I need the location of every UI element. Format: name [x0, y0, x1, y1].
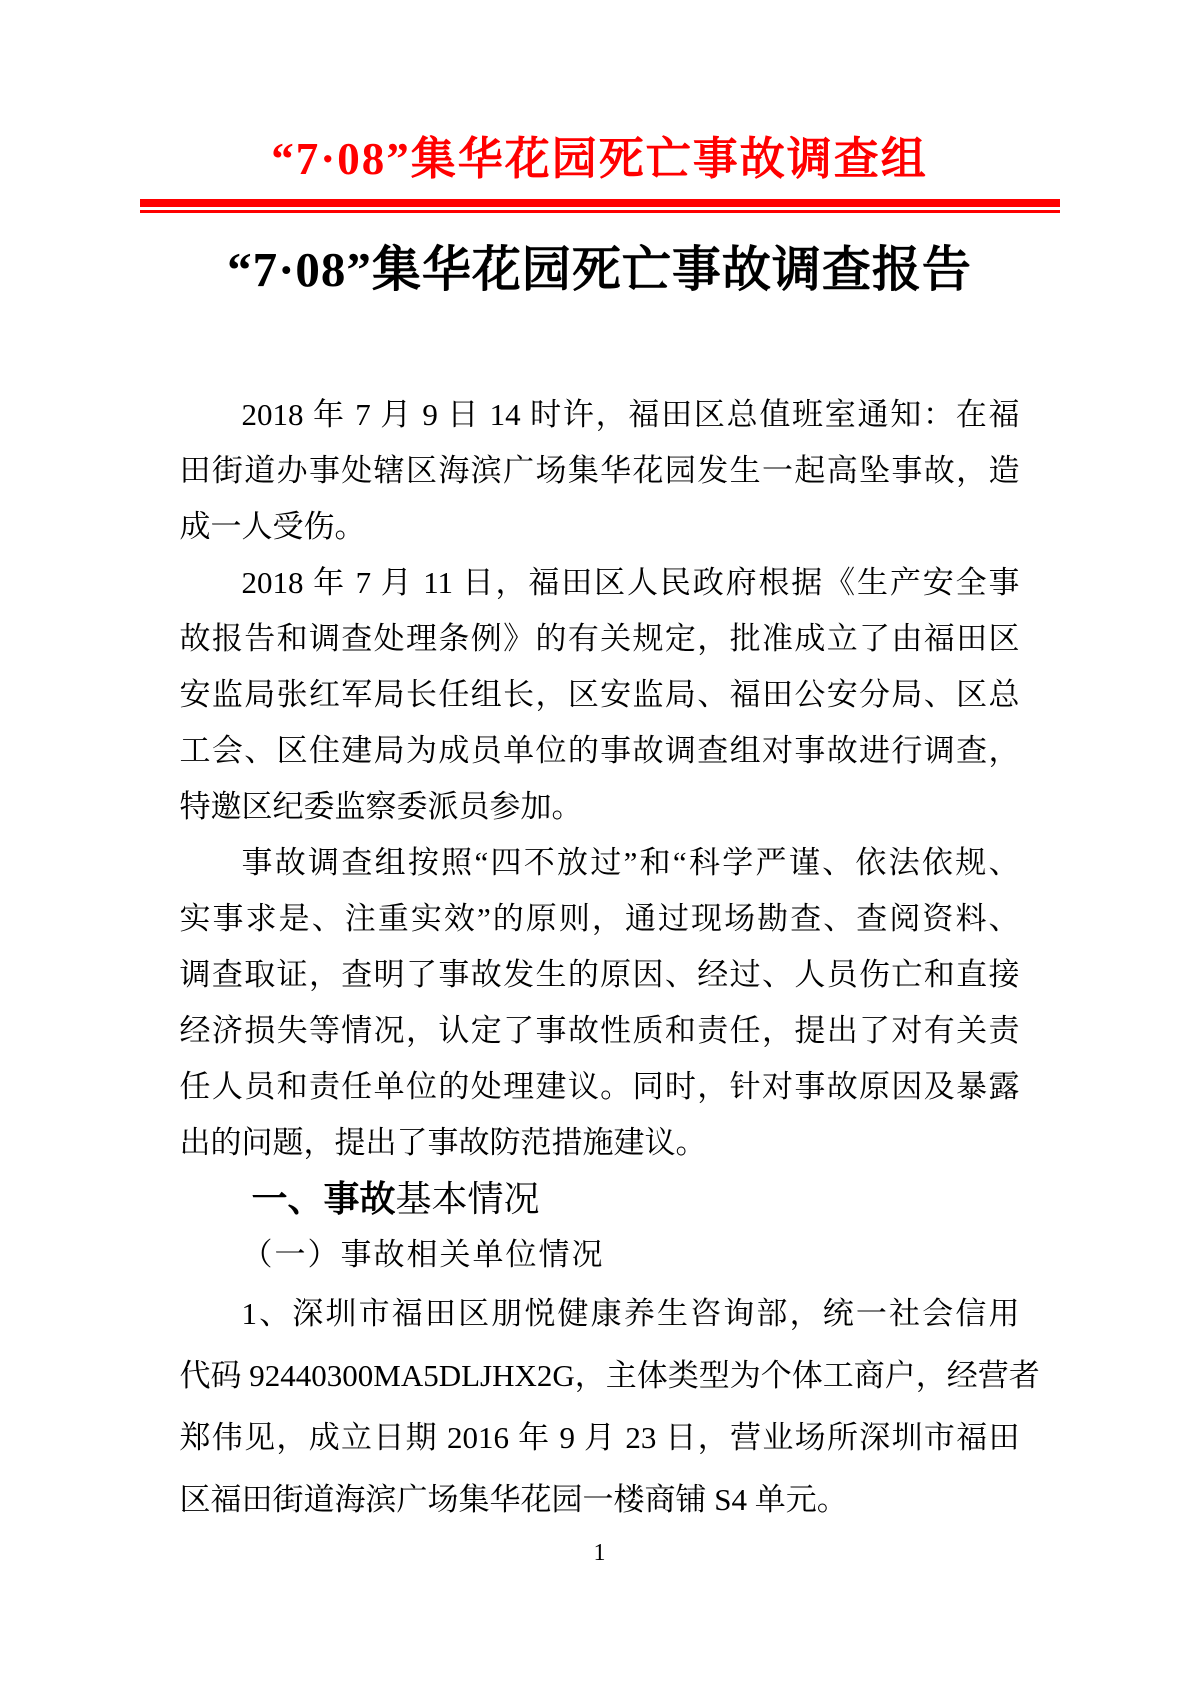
section-heading-bold-part: 一、事故: [251, 1178, 396, 1219]
text-line: 安监局张红军局长任组长，区安监局、福田公安分局、区总: [179, 677, 1020, 712]
text-line: 任人员和责任单位的处理建议。同时，针对事故原因及暴露: [179, 1069, 1020, 1104]
text-line: 田街道办事处辖区海滨广场集华花园发生一起高坠事故，造: [179, 453, 1020, 488]
divider-thin-line: [140, 210, 1060, 213]
paragraph: [180, 387, 1020, 555]
text-line: 工会、区住建局为成员单位的事故调查组对事故进行调查，: [179, 733, 1020, 768]
section-heading-normal-part: 基本情况: [395, 1178, 540, 1219]
text-line: 出的问题，提出了事故防范措施建议。: [179, 1125, 707, 1160]
section-heading: [180, 1171, 1020, 1227]
text-line: 1、深圳市福田区朋悦健康养生咨询部，统一社会信用: [241, 1296, 1020, 1331]
text-line: 成一人受伤。: [179, 509, 366, 544]
paragraph: [179, 1283, 1040, 1531]
text-line: 事故调查组按照“四不放过”和“科学严谨、依法依规、: [241, 845, 1020, 880]
text-line: 2018 年 7 月 11 日，福田区人民政府根据《生产安全事: [241, 565, 1020, 600]
subsection-heading: （一）事故相关单位情况: [241, 1237, 605, 1272]
document-body: [179, 387, 1040, 1531]
red-letterhead-title: “7·08”集华花园死亡事故调查组: [271, 134, 928, 184]
paragraph: [180, 555, 1020, 835]
text-line: 代码 92440300MA5DLJHX2G，主体类型为个体工商户，经营者: [179, 1358, 1040, 1393]
text-line: 调查取证，查明了事故发生的原因、经过、人员伤亡和直接: [179, 957, 1020, 992]
text-line: 郑伟见，成立日期 2016 年 9 月 23 日，营业场所深圳市福田: [179, 1420, 1020, 1455]
text-line: 区福田街道海滨广场集华花园一楼商铺 S4 单元。: [179, 1482, 848, 1517]
text-line: 特邀区纪委监察委派员参加。: [179, 789, 583, 824]
text-line: 2018 年 7 月 9 日 14 时许，福田区总值班室通知：在福: [241, 397, 1020, 432]
letterhead-divider: [140, 199, 1060, 213]
page-number: 1: [593, 1540, 606, 1566]
paragraph: [180, 835, 1020, 1171]
divider-thick-line: [140, 199, 1060, 207]
text-line: 实事求是、注重实效”的原则，通过现场勘查、查阅资料、: [179, 901, 1020, 936]
text-line: 故报告和调查处理条例》的有关规定，批准成立了由福田区: [179, 621, 1020, 656]
report-title: “7·08”集华花园死亡事故调查报告: [227, 242, 972, 297]
text-line: 经济损失等情况，认定了事故性质和责任，提出了对有关责: [179, 1013, 1020, 1048]
